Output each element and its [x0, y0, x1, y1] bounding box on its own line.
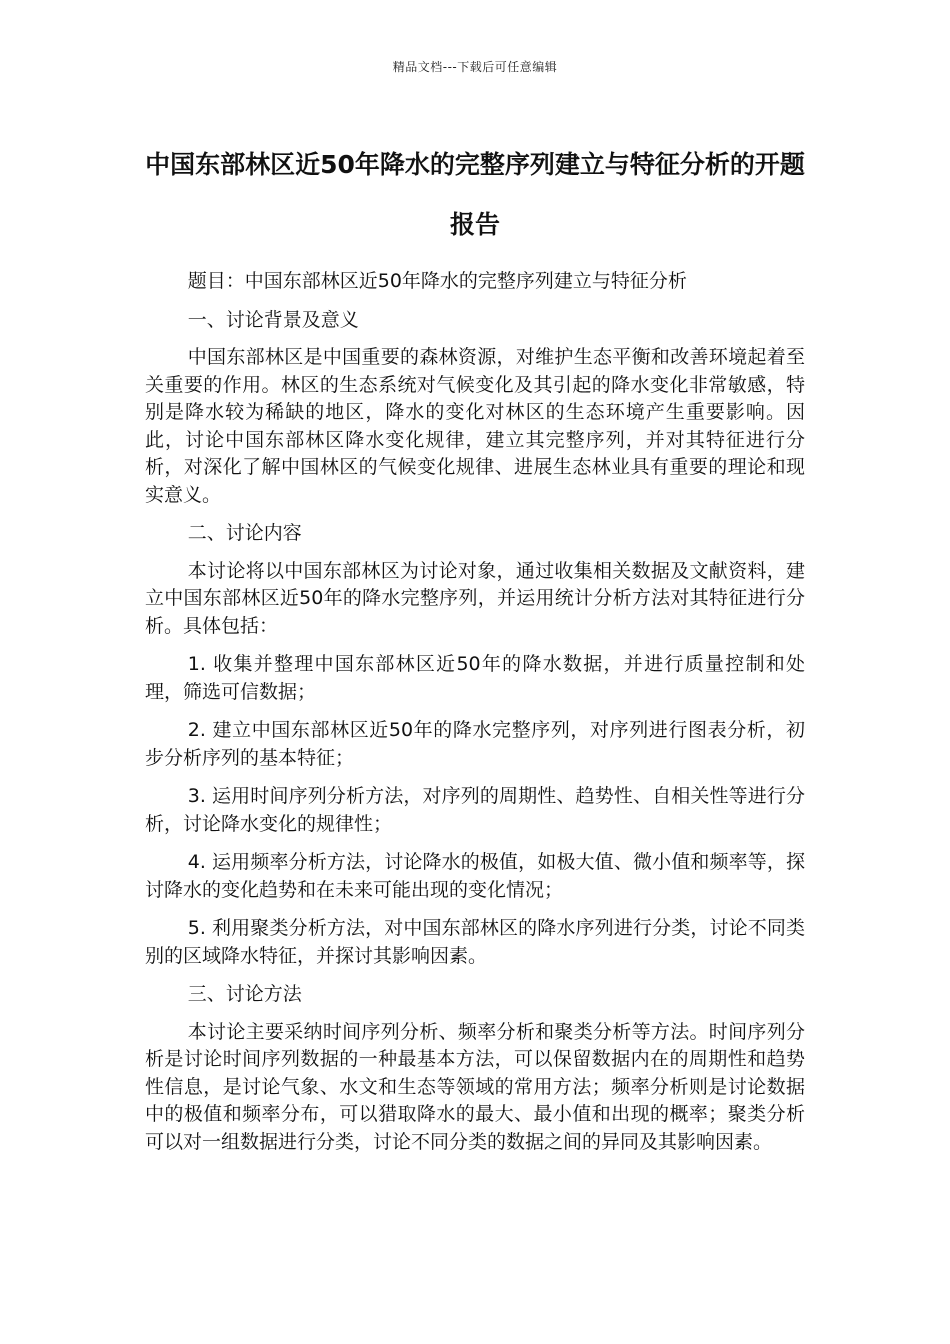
paragraph-background: 中国东部林区是中国重要的森林资源，对维护生态平衡和改善环境起着至关重要的作用。林区的生态系统对气候变化及其引起的降水变化非常敏感，特别是降水较为稀缺的地区，降水的变化对林区的生态环境产生重要影响。因此，讨论中国东部林区降水变化规律，建立其完整序列，并对其特征进行分析，对深化了解中国林区的气候变化规律、进展生态林业具有重要的理论和现实意义。	[145, 346, 805, 506]
section-heading-background: 一、讨论背景及意义	[187, 308, 359, 331]
paragraph-methods: 本讨论主要采纳时间序列分析、频率分析和聚类分析等方法。时间序列分析是讨论时间序列数据的一种最基本方法，可以保留数据内在的周期性和趋势性信息，是讨论气象、水文和生态等领域的常用方法；频率分析则是讨论数据中的极值和频率分布，可以猎取降水的最大、最小值和出现的概率；聚类分析可以对一组数据进行分类，讨论不同分类的数据之间的异同及其影响因素。	[145, 1020, 805, 1153]
subject-line: 题目：中国东部林区近50年降水的完整序列建立与特征分析	[187, 270, 687, 292]
list-item: 1. 收集并整理中国东部林区近50年的降水数据，并进行质量控制和处理，筛选可信数据；	[145, 653, 805, 703]
section-heading-methods: 三、讨论方法	[187, 983, 302, 1005]
document-title: 中国东部林区近50年降水的完整序列建立与特征分析的开题报告	[145, 150, 805, 239]
list-item: 5. 利用聚类分析方法，对中国东部林区的降水序列进行分类，讨论不同类别的区域降水特征，并探讨其影响因素。	[145, 917, 805, 967]
document-body	[145, 268, 805, 1167]
header-note: 精品文档---下载后可任意编辑	[392, 60, 558, 74]
list-item: 4. 运用频率分析方法，讨论降水的极值，如极大值、微小值和频率等，探讨降水的变化趋势和在未来可能出现的变化情况；	[145, 851, 805, 901]
section-heading-content: 二、讨论内容	[187, 522, 302, 544]
paragraph-content-intro: 本讨论将以中国东部林区为讨论对象，通过收集相关数据及文献资料，建立中国东部林区近50年的降水完整序列，并运用统计分析方法对其特征进行分析。具体包括：	[145, 559, 805, 637]
list-item: 2. 建立中国东部林区近50年的降水完整序列，对序列进行图表分析，初步分析序列的基本特征；	[145, 719, 805, 769]
list-item: 3. 运用时间序列分析方法，对序列的周期性、趋势性、自相关性等进行分析，讨论降水变化的规律性；	[145, 785, 805, 835]
